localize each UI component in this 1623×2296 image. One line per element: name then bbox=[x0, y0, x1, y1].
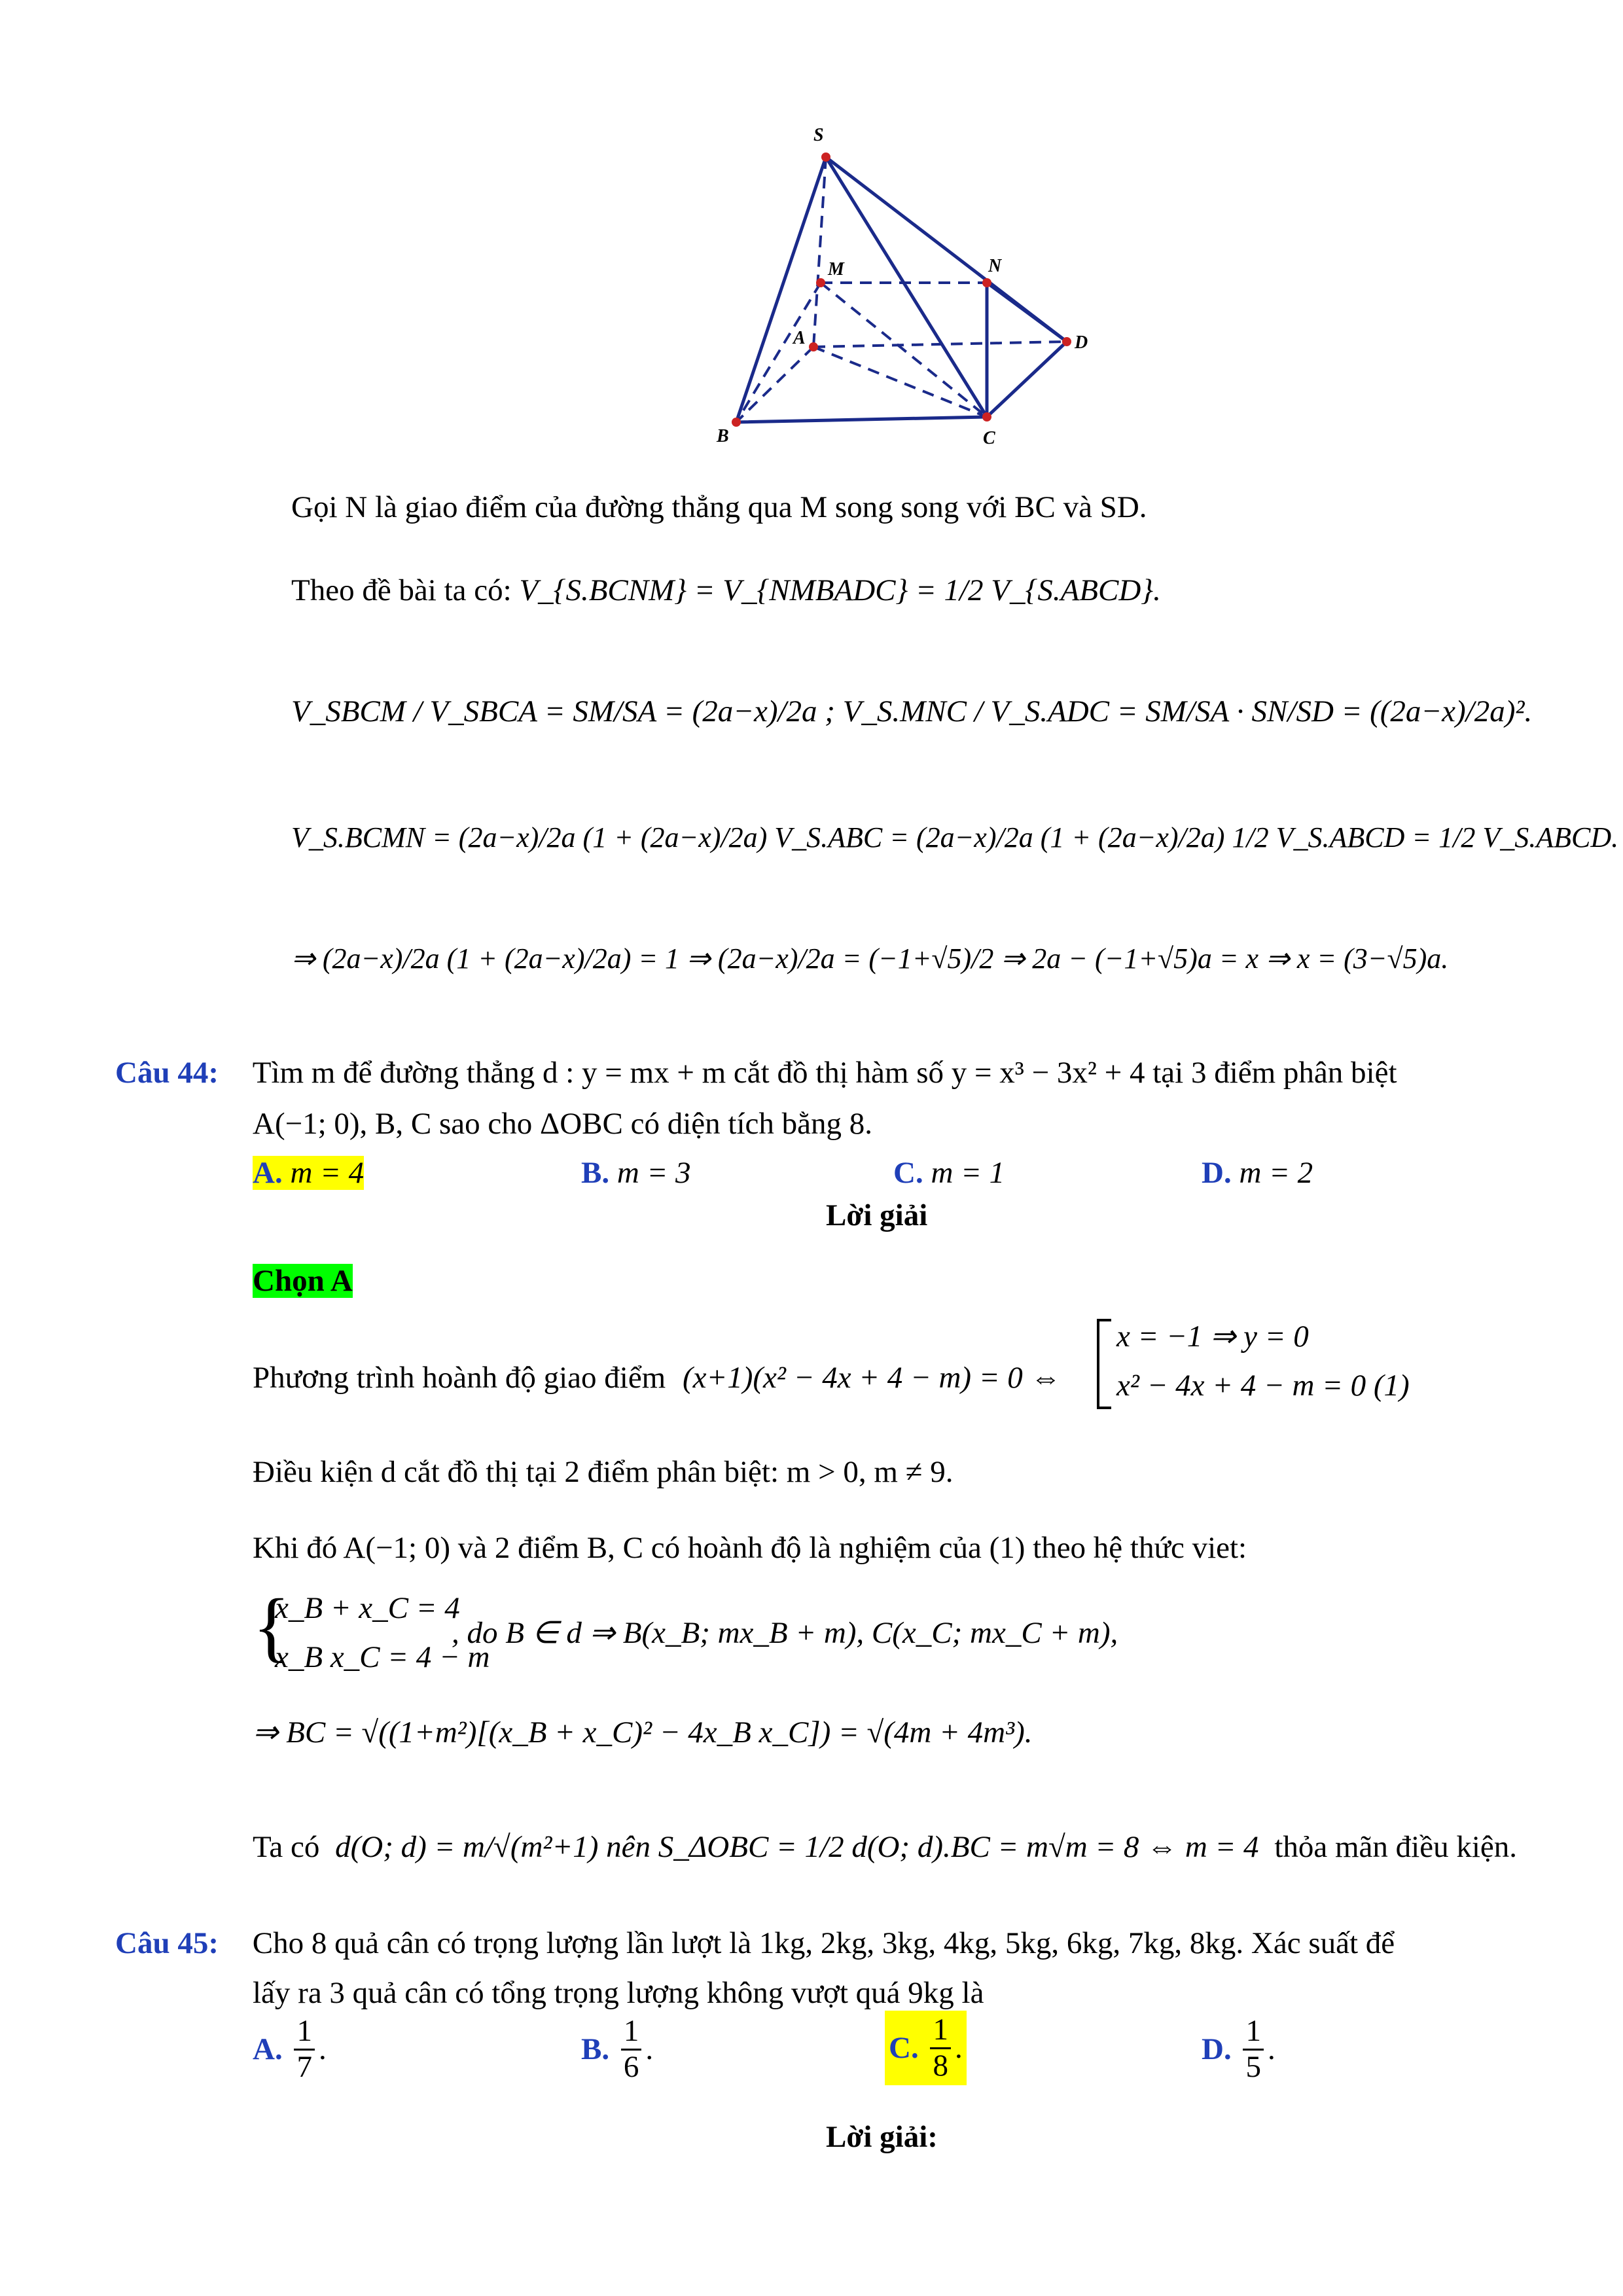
q44-option-a-value: m = 4 bbox=[290, 1156, 365, 1190]
q45-line1 bbox=[115, 1926, 1395, 1961]
q45-option-c-num: 1 bbox=[930, 2013, 951, 2049]
q44-step4-sys1: x_B + x_C = 4 bbox=[275, 1591, 460, 1625]
q44-step6-suffix: thỏa mãn điều kiện. bbox=[1274, 1830, 1517, 1864]
label-N: N bbox=[988, 256, 1002, 276]
q45-solution-title: Lời giải: bbox=[826, 2120, 938, 2154]
q45-option-c-den: 8 bbox=[933, 2048, 948, 2083]
sol43-line3: V_SBCM / V_SBCA = SM/SA = (2a−x)/2a ; V_S.MNC / V_S.ADC = SM/SA · SN/SD = ((2a−x)/2a)². bbox=[291, 694, 1533, 728]
q44-option-c-letter: C. bbox=[893, 1156, 923, 1190]
q45-option-c[interactable]: C. $\frac{1}{8}$ . bbox=[885, 2011, 967, 2085]
q44-text2: A(−1; 0), B, C sao cho ΔOBC có diện tích bằng 8. bbox=[253, 1107, 872, 1141]
q45-option-b-den: 6 bbox=[623, 2049, 639, 2084]
q44-step1-math: (x+1)(x² − 4x + 4 − m) = 0 ⇔ bbox=[683, 1361, 1061, 1395]
q44-option-c[interactable] bbox=[893, 1155, 1005, 1191]
q44-step4-sys2: x_B x_C = 4 − m bbox=[275, 1640, 490, 1674]
label-S: S bbox=[813, 125, 824, 145]
q45-option-b-letter: B. bbox=[581, 2032, 610, 2067]
q44-step3: Khi đó A(−1; 0) và 2 điểm B, C có hoành độ là nghiệm của (1) theo hệ thức viet: bbox=[253, 1531, 1247, 1565]
q44-option-b-value: m = 3 bbox=[616, 1156, 691, 1190]
q45-option-d[interactable]: D. $\frac{1}{5}$ . bbox=[1202, 2014, 1275, 2084]
label-M: M bbox=[828, 259, 844, 279]
label-C: C bbox=[983, 428, 995, 448]
q44-step6-math: d(O; d) = m/√(m²+1) nên S_ΔOBC = 1/2 d(O; d).BC = m√m = 8 ⇔ m = 4 bbox=[335, 1830, 1259, 1864]
q45-option-a-letter: A. bbox=[253, 2032, 283, 2067]
q45-option-c-letter: C. bbox=[889, 2031, 919, 2066]
q44-chosen-badge: Chọn A bbox=[253, 1264, 353, 1298]
q44-step1-case2: x² − 4x + 4 − m = 0 (1) bbox=[1116, 1369, 1410, 1403]
q44-step5: ⇒ BC = √((1+m²)[(x_B + x_C)² − 4x_B x_C]) = √(4m + 4m³). bbox=[253, 1715, 1033, 1749]
q44-step4-brace: { bbox=[253, 1583, 291, 1670]
q44-option-d-value: m = 2 bbox=[1239, 1156, 1313, 1190]
q44-line1 bbox=[115, 1055, 1397, 1090]
q45-option-b-num: 1 bbox=[621, 2015, 642, 2051]
q44-chosen bbox=[253, 1263, 353, 1299]
q44-option-b[interactable] bbox=[581, 1155, 691, 1191]
q44-step6-prefix: Ta có bbox=[253, 1830, 320, 1864]
q45-text1: Cho 8 quả cân có trọng lượng lần lượt là 1kg, 2kg, 3kg, 4kg, 5kg, 6kg, 7kg, 8kg. Xác suất để bbox=[252, 1926, 1395, 1960]
q44-option-a[interactable] bbox=[253, 1155, 364, 1191]
sol43-line4: V_S.BCMN = (2a−x)/2a (1 + (2a−x)/2a) V_S.ABC = (2a−x)/2a (1 + (2a−x)/2a) 1/2 V_S.ABCD = 1/2 V_S.ABCD. bbox=[291, 821, 1619, 853]
q45-text2: lấy ra 3 quả cân có tổng trọng lượng không vượt quá 9kg là bbox=[253, 1976, 984, 2010]
q45-option-d-den: 5 bbox=[1245, 2049, 1261, 2084]
q44-solution-title: Lời giải bbox=[826, 1198, 928, 1232]
q44-label: Câu 44: bbox=[115, 1056, 219, 1090]
q45-option-a-num: 1 bbox=[294, 2015, 315, 2051]
sol43-line2-prefix: Theo đề bài ta có: bbox=[291, 573, 512, 607]
label-B: B bbox=[717, 426, 729, 446]
q44-option-b-letter: B. bbox=[581, 1156, 610, 1190]
q44-step1-text: Phương trình hoành độ giao điểm bbox=[253, 1361, 666, 1395]
sol43-line2 bbox=[291, 573, 1161, 608]
q44-step1-case1: x = −1 ⇒ y = 0 bbox=[1116, 1319, 1309, 1354]
q45-option-d-letter: D. bbox=[1202, 2032, 1232, 2067]
q45-option-d-num: 1 bbox=[1243, 2015, 1264, 2051]
label-D: D bbox=[1075, 332, 1088, 353]
q45-label: Câu 45: bbox=[115, 1926, 219, 1960]
q44-text1: Tìm m để đường thẳng d : y = mx + m cắt đồ thị hàm số y = x³ − 3x² + 4 tại 3 điểm phân biệt bbox=[252, 1056, 1397, 1090]
q44-step2: Điều kiện d cắt đồ thị tại 2 điểm phân biệt: m > 0, m ≠ 9. bbox=[253, 1455, 954, 1489]
q44-option-a-letter: A. bbox=[253, 1156, 283, 1190]
q44-option-d-letter: D. bbox=[1202, 1156, 1232, 1190]
q44-step1-bracket bbox=[1097, 1319, 1111, 1409]
q44-step6 bbox=[253, 1829, 1517, 1865]
q44-option-c-value: m = 1 bbox=[931, 1156, 1005, 1190]
q44-step4-rest: , do B ∈ d ⇒ B(x_B; mx_B + m), C(x_C; mx_C + m), bbox=[452, 1616, 1118, 1650]
sol43-line5: ⇒ (2a−x)/2a (1 + (2a−x)/2a) = 1 ⇒ (2a−x)/2a = (−1+√5)/2 ⇒ 2a − (−1+√5)a = x ⇒ x = (3−√5)a. bbox=[291, 942, 1449, 975]
q45-option-b[interactable]: B. $\frac{1}{6}$ . bbox=[581, 2014, 654, 2084]
label-A: A bbox=[793, 328, 806, 348]
q45-option-a-den: 7 bbox=[296, 2049, 312, 2084]
q44-option-d[interactable] bbox=[1202, 1155, 1313, 1191]
sol43-line2-math: V_{S.BCNM} = V_{NMBADC} = 1/2 V_{S.ABCD}. bbox=[519, 573, 1161, 607]
sol43-line1: Gọi N là giao điểm của đường thẳng qua M song song với BC và SD. bbox=[291, 490, 1147, 524]
q44-step1 bbox=[253, 1360, 1061, 1395]
q45-option-a[interactable]: A. $\frac{1}{7}$ . bbox=[253, 2014, 327, 2084]
